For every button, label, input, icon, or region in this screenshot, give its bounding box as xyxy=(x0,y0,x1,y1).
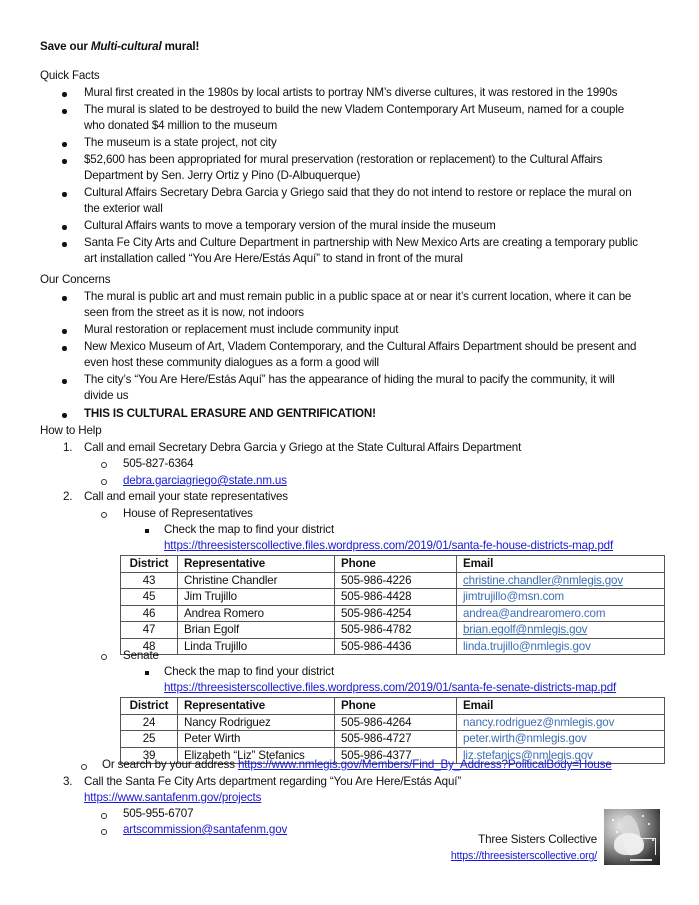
representative-cell: Brian Egolf xyxy=(178,622,335,639)
house-label: House of Representatives xyxy=(123,507,253,520)
representative-cell: Christine Chandler xyxy=(178,572,335,589)
circle-bullet-icon xyxy=(101,462,107,468)
list-item-continuation: even host these community dialogues as a form a good will xyxy=(84,356,379,369)
step-1-phone: 505-827-6364 xyxy=(123,457,194,470)
page-title: Save our Multi-cultural mural! xyxy=(40,40,200,53)
square-bullet-icon xyxy=(145,529,149,533)
list-item: Mural first created in the 1980s by local artists to portray NM’s diverse cultures, it was restored in the 1990s xyxy=(84,86,618,99)
email-link[interactable]: andrea@andrearomero.com xyxy=(463,606,606,620)
table-header-row xyxy=(121,556,665,573)
bullet-icon xyxy=(62,142,67,147)
list-item: Mural restoration or replacement must include community input xyxy=(84,323,399,336)
step-number: 3. xyxy=(63,775,73,788)
list-item-continuation: who donated $4 million to the museum xyxy=(84,119,278,132)
circle-bullet-icon xyxy=(101,479,107,485)
footer-website-link[interactable]: https://threesisterscollective.org/ xyxy=(450,850,597,862)
table-row xyxy=(121,572,665,589)
district-cell: 25 xyxy=(121,731,178,748)
three-sisters-logo-image xyxy=(604,809,660,865)
step-number: 1. xyxy=(63,441,73,454)
bullet-icon xyxy=(62,92,67,97)
representative-cell: Andrea Romero xyxy=(178,605,335,622)
phone-cell: 505-986-4377 xyxy=(335,747,457,764)
phone-cell: 505-986-4254 xyxy=(335,605,457,622)
senate-representatives-table xyxy=(120,697,665,764)
email-link[interactable]: brian.egolf@nmlegis.gov xyxy=(463,623,588,637)
step-3-email-link[interactable]: artscommission@santafenm.gov xyxy=(123,823,288,836)
list-item: Santa Fe City Arts and Culture Department in partnership with New Mexico Arts are creating a temporary public xyxy=(84,236,638,249)
step-3-text: Call the Santa Fe City Arts department regarding “You Are Here/Estás Aquí” xyxy=(84,775,462,788)
bullet-icon xyxy=(62,192,67,197)
column-header-phone: Phone xyxy=(335,556,457,573)
step-1-text: Call and email Secretary Debra Garcia y Griego at the State Cultural Affairs Department xyxy=(84,441,522,454)
list-item: The city’s “You Are Here/Estás Aquí” has the appearance of hiding the mural to pacify the community, it will xyxy=(84,373,615,386)
list-item: New Mexico Museum of Art, Vladem Contemporary, and the Cultural Affairs Department should be present and xyxy=(84,340,637,353)
list-item-continuation: art installation called “You Are Here/Estás Aquí” to stand in front of the mural xyxy=(84,252,463,265)
column-header-district: District xyxy=(121,556,178,573)
circle-bullet-icon xyxy=(101,829,107,835)
representative-cell: Jim Trujillo xyxy=(178,589,335,606)
phone-cell: 505-986-4782 xyxy=(335,622,457,639)
district-cell: 39 xyxy=(121,747,178,764)
column-header-email: Email xyxy=(457,556,665,573)
senate-map-text: Check the map to find your district xyxy=(164,665,335,678)
bullet-icon xyxy=(62,329,67,334)
table-row xyxy=(121,638,665,655)
phone-cell: 505-986-4436 xyxy=(335,638,457,655)
bullet-icon xyxy=(62,225,67,230)
table-row xyxy=(121,731,665,748)
representative-cell: Nancy Rodriguez xyxy=(178,714,335,731)
district-cell: 47 xyxy=(121,622,178,639)
step-1-email-link[interactable]: debra.garciagriego@state.nm.us xyxy=(123,474,287,487)
list-item: The mural is public art and must remain public in a public space at or near it’s current location, where it can be xyxy=(84,290,632,303)
representative-cell: Elizabeth “Liz” Stefanics xyxy=(178,747,335,764)
list-item: $52,600 has been appropriated for mural preservation (restoration or replacement) to the Cultural Affairs xyxy=(84,153,603,166)
column-header-phone: Phone xyxy=(335,698,457,715)
email-link[interactable]: christine.chandler@nmlegis.gov xyxy=(463,573,623,587)
step-3-phone: 505-955-6707 xyxy=(123,807,194,820)
table-row xyxy=(121,589,665,606)
district-cell: 43 xyxy=(121,572,178,589)
column-header-representative: Representative xyxy=(178,556,335,573)
column-header-district: District xyxy=(121,698,178,715)
representative-cell: Linda Trujillo xyxy=(178,638,335,655)
senate-map-link[interactable]: https://threesisterscollective.files.wordpress.com/2019/01/santa-fe-senate-districts-map.pdf xyxy=(164,681,617,694)
how-to-help-heading: How to Help xyxy=(40,424,102,437)
footer-org-name: Three Sisters Collective xyxy=(478,833,597,846)
table-row xyxy=(121,622,665,639)
circle-bullet-icon xyxy=(101,512,107,518)
bullet-icon xyxy=(62,109,67,114)
house-map-text: Check the map to find your district xyxy=(164,523,335,536)
email-link[interactable]: nancy.rodriguez@nmlegis.gov xyxy=(463,715,615,729)
search-by-address: Or search by your address https://www.nmlegis.gov/Members/Find_By_Address?PoliticalBody=House xyxy=(102,758,612,771)
column-header-email: Email xyxy=(457,698,665,715)
square-bullet-icon xyxy=(145,671,149,675)
circle-bullet-icon xyxy=(81,764,87,770)
email-link[interactable]: linda.trujillo@nmlegis.gov xyxy=(463,639,591,653)
find-by-address-link[interactable]: https://www.nmlegis.gov/Members/Find_By_Address?PoliticalBody=House xyxy=(237,758,612,771)
list-item: The museum is a state project, not city xyxy=(84,136,277,149)
list-item: The mural is slated to be destroyed to build the new Vladem Contemporary Art Museum, named for a couple xyxy=(84,103,625,116)
table-header-row xyxy=(121,698,665,715)
table-row xyxy=(121,605,665,622)
list-item: Cultural Affairs wants to move a temporary version of the mural inside the museum xyxy=(84,219,496,232)
district-cell: 24 xyxy=(121,714,178,731)
phone-cell: 505-986-4428 xyxy=(335,589,457,606)
list-item-continuation: the exterior wall xyxy=(84,202,163,215)
house-representatives-table xyxy=(120,555,665,655)
email-link[interactable]: peter.wirth@nmlegis.gov xyxy=(463,732,587,746)
bullet-icon xyxy=(62,296,67,301)
bullet-icon xyxy=(62,159,67,164)
circle-bullet-icon xyxy=(101,654,107,660)
house-map-link[interactable]: https://threesisterscollective.files.wordpress.com/2019/01/santa-fe-house-districts-map.pdf xyxy=(164,539,614,552)
step-2-text: Call and email your state representatives xyxy=(84,490,288,503)
representative-cell: Peter Wirth xyxy=(178,731,335,748)
senate-label: Senate xyxy=(123,649,159,662)
phone-cell: 505-986-4727 xyxy=(335,731,457,748)
list-item-continuation: Department by Sen. Jerry Ortiz y Pino (D-Albuquerque) xyxy=(84,169,361,182)
bullet-icon xyxy=(62,379,67,384)
email-link[interactable]: liz.stefanics@nmlegis.gov xyxy=(463,748,593,762)
title-emphasis: Multi-cultural xyxy=(90,40,162,53)
quick-facts-heading: Quick Facts xyxy=(40,69,100,82)
bullet-icon xyxy=(62,346,67,351)
concerns-heading: Our Concerns xyxy=(40,273,111,286)
bullet-icon xyxy=(62,242,67,247)
step-number: 2. xyxy=(63,490,73,503)
list-item: Cultural Affairs Secretary Debra Garcia y Griego said that they do not intend to restore or replace the mural on xyxy=(84,186,632,199)
district-cell: 45 xyxy=(121,589,178,606)
list-item-emphasis: THIS IS CULTURAL ERASURE AND GENTRIFICATION! xyxy=(84,407,376,420)
district-cell: 46 xyxy=(121,605,178,622)
circle-bullet-icon xyxy=(101,813,107,819)
column-header-representative: Representative xyxy=(178,698,335,715)
email-link[interactable]: jimtrujillo@msn.com xyxy=(463,590,565,604)
santafe-projects-link[interactable]: https://www.santafenm.gov/projects xyxy=(84,791,262,804)
district-cell: 48 xyxy=(121,638,178,655)
phone-cell: 505-986-4264 xyxy=(335,714,457,731)
list-item-continuation: seen from the street as it is now, not indoors xyxy=(84,306,304,319)
table-row xyxy=(121,714,665,731)
bullet-icon xyxy=(62,413,67,418)
phone-cell: 505-986-4226 xyxy=(335,572,457,589)
list-item-continuation: divide us xyxy=(84,389,129,402)
